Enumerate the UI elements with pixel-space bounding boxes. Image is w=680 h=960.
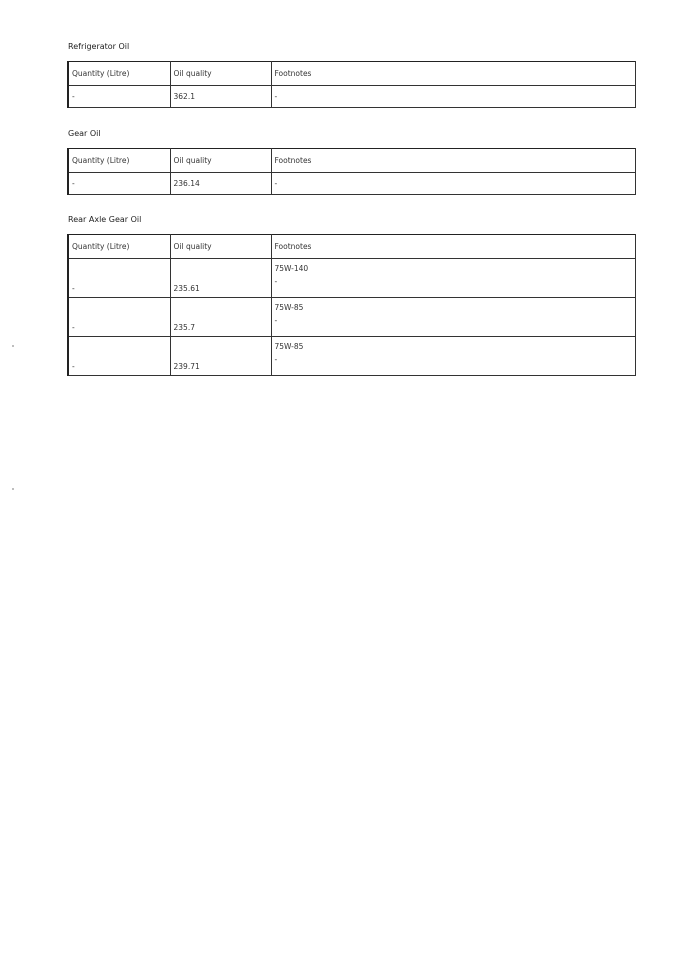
header-oil-quality: Oil quality (170, 149, 271, 173)
scan-speck (12, 345, 14, 347)
cell-oil-quality: 236.14 (170, 173, 271, 195)
cell-oil-quality: 362.1 (170, 86, 271, 108)
cell-footnotes (271, 86, 635, 108)
cell-quantity: - (68, 298, 170, 337)
header-quantity: Quantity (Litre) (68, 62, 170, 86)
header-oil-quality: Oil quality (170, 62, 271, 86)
footnote-line: 75W-85 (274, 342, 304, 351)
header-footnotes: Footnotes (271, 149, 635, 173)
oil-table (67, 148, 636, 195)
oil-table (67, 234, 636, 376)
cell-footnotes (271, 298, 635, 337)
cell-quantity: - (68, 337, 170, 376)
section-title: Refrigerator Oil (68, 42, 130, 51)
table-row (68, 86, 635, 108)
header-oil-quality: Oil quality (170, 235, 271, 259)
cell-quantity: - (68, 86, 170, 108)
footnote-line: - (274, 92, 278, 101)
table-row (68, 259, 635, 298)
section-gear-oil (67, 128, 634, 195)
footnote-line: - (274, 355, 278, 364)
footnote-line: - (274, 179, 278, 188)
header-row (68, 149, 635, 173)
header-quantity: Quantity (Litre) (68, 149, 170, 173)
cell-quantity: - (68, 173, 170, 195)
cell-footnotes (271, 173, 635, 195)
header-row (68, 62, 635, 86)
footnote-line: 75W-85 (274, 303, 304, 312)
section-title: Rear Axle Gear Oil (68, 215, 142, 224)
header-footnotes: Footnotes (271, 62, 635, 86)
section-refrigerator-oil (67, 41, 634, 108)
header-footnotes: Footnotes (271, 235, 635, 259)
cell-quantity: - (68, 259, 170, 298)
footnote-line: - (274, 316, 278, 325)
footnote-line: - (274, 277, 278, 286)
section-rear-axle-gear-oil (67, 214, 634, 376)
cell-footnotes (271, 259, 635, 298)
section-title: Gear Oil (68, 129, 101, 138)
cell-oil-quality: 239.71 (170, 337, 271, 376)
footnote-line: 75W-140 (274, 264, 309, 273)
table-row (68, 298, 635, 337)
table-row (68, 337, 635, 376)
cell-oil-quality: 235.61 (170, 259, 271, 298)
header-quantity: Quantity (Litre) (68, 235, 170, 259)
cell-oil-quality: 235.7 (170, 298, 271, 337)
table-row (68, 173, 635, 195)
oil-table (67, 61, 636, 108)
scan-speck (12, 488, 14, 490)
header-row (68, 235, 635, 259)
cell-footnotes (271, 337, 635, 376)
